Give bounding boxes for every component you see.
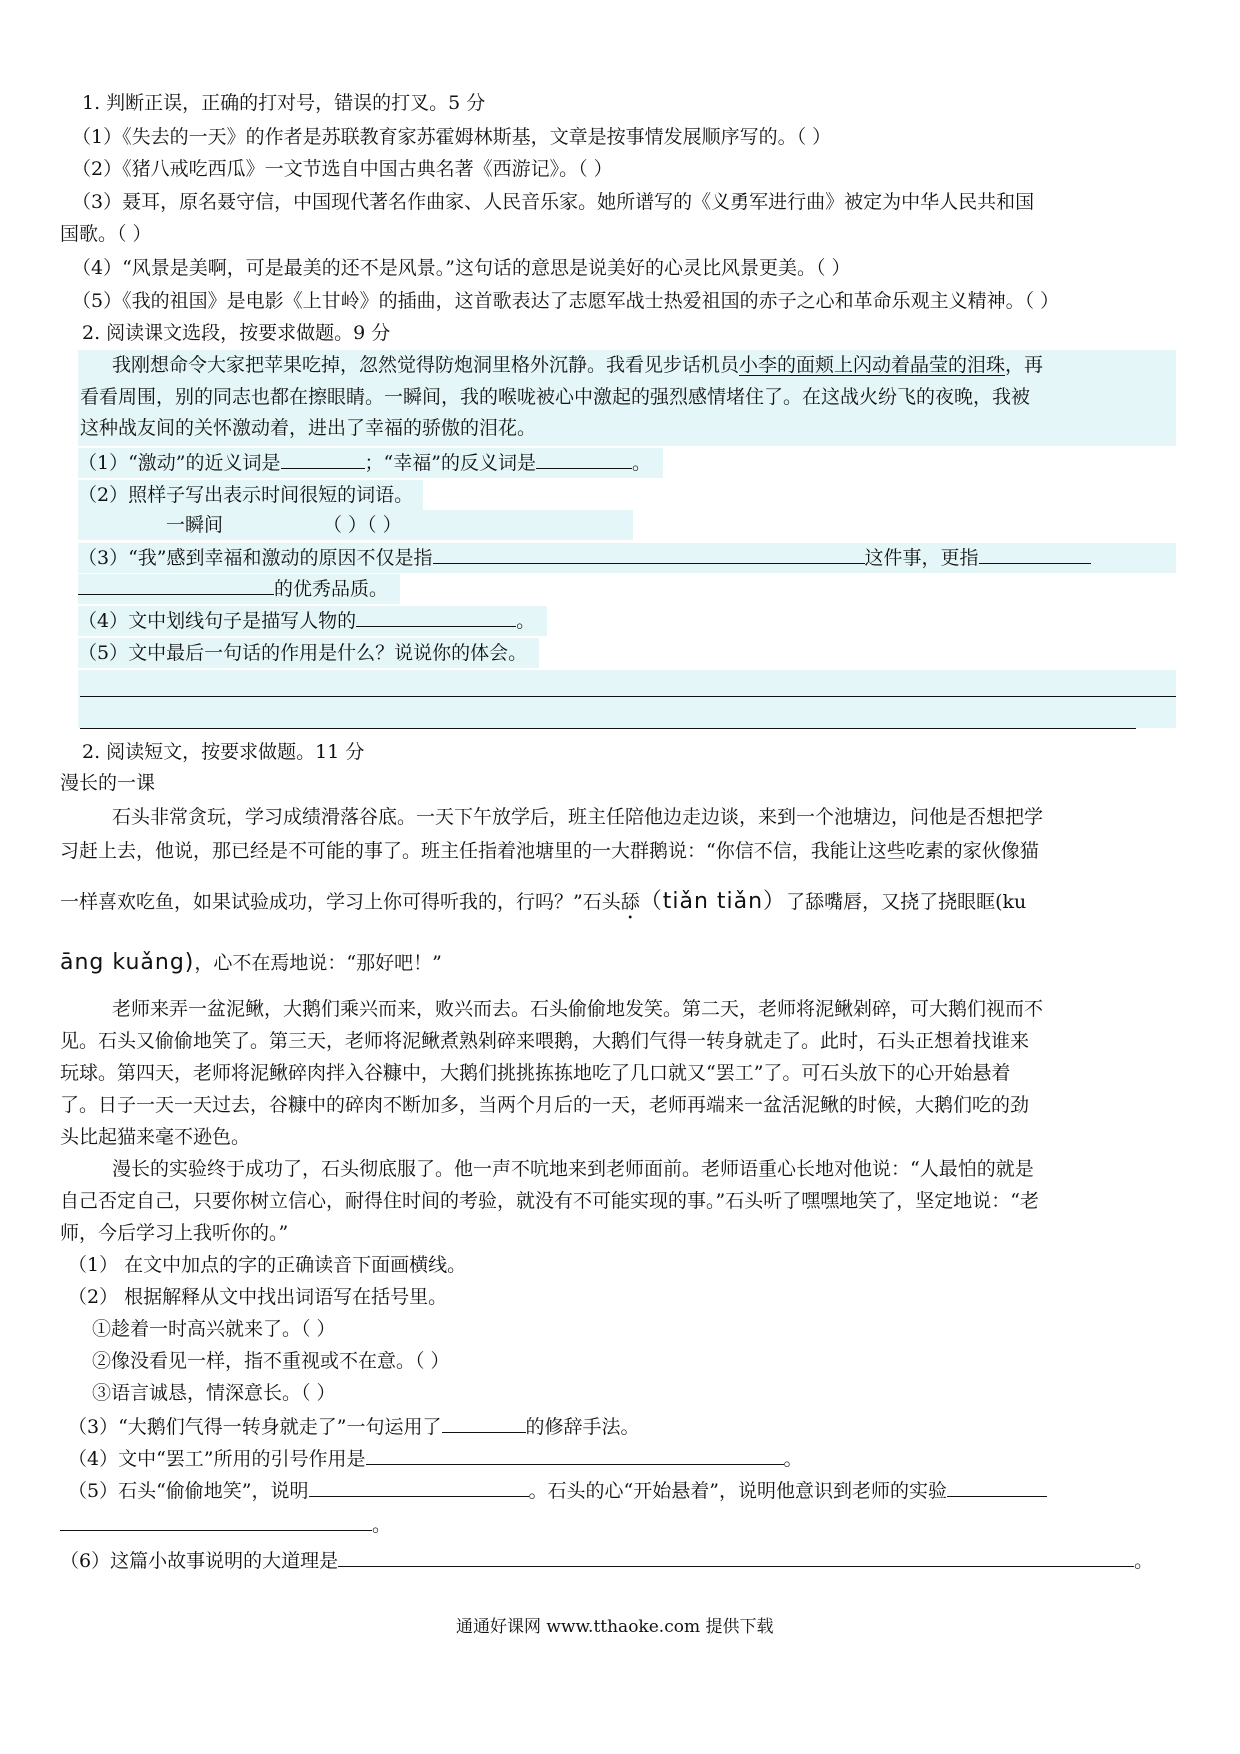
- q-text: 的修辞手法。: [525, 1416, 640, 1438]
- passage-line-2: 看看周围，别的同志也都在擦眼睛。一瞬间，我的喉咙被心中激起的强烈感情堵住了。在这战火纷飞的夜晚，我被: [80, 386, 1031, 408]
- story-text: 了舔嘴唇，又挠了挠眼眶(ku: [786, 891, 1027, 913]
- q-text: 。: [783, 1448, 803, 1470]
- story-line-8: 了。日子一天一天过去，谷糠中的碎肉不断加多，当两个月后的一天，老师再端来一盆活泥鳅的时候，大鹅们吃的劲: [60, 1094, 1030, 1116]
- passage-text: 我刚想命令大家把苹果吃掉，忽然觉得防炮洞里格外沉静。我看见步话机员: [112, 354, 740, 376]
- story-question-6: [60, 1546, 1153, 1576]
- reading-question-1: [78, 448, 663, 478]
- quality-blank-1[interactable]: [979, 543, 1091, 564]
- reading-question-2: （2）照样子写出表示时间很短的词语。: [78, 480, 423, 510]
- antonym-blank[interactable]: [536, 448, 632, 469]
- q-text: 。石头的心“开始悬着”，说明他意识到老师的实验: [528, 1480, 947, 1502]
- story-question-3: [68, 1412, 640, 1442]
- experiment-blank-1[interactable]: [947, 1476, 1047, 1497]
- reading-question-2-example: [78, 510, 633, 540]
- tf-question-2: （2）《猪八戒吃西瓜》一文节选自中国古典名著《西游记》。（ ）: [72, 158, 613, 180]
- story-line-7: 玩球。第四天，老师将泥鳅碎肉拌入谷糠中，大鹅们挑挑拣拣地吃了几口就又“罢工”了。可石头放下的心开始悬着: [60, 1062, 1011, 1084]
- q-text: （3）“我”感到幸福和激动的原因不仅是指: [78, 547, 433, 569]
- story-question-5: [68, 1476, 1047, 1506]
- dotted-character: 舔: [620, 891, 640, 913]
- passage-text: ，再: [1005, 354, 1044, 376]
- story-line-6: 见。石头又偷偷地笑了。第三天，老师将泥鳅煮熟剁碎来喂鹅，大鹅们气得一转身就走了。此时，石头正想着找谁来: [60, 1030, 1030, 1052]
- q-text: 。: [1134, 1550, 1154, 1572]
- story-text: ，心不在焉地说：“那好吧！”: [194, 952, 442, 974]
- story-line-9: 头比起猫来毫不逊色。: [60, 1126, 251, 1148]
- reading-question-4: [78, 606, 547, 636]
- story-question-2-3[interactable]: ③语言诚恳，情深意长。（ ）: [92, 1382, 336, 1404]
- laugh-meaning-blank[interactable]: [309, 1476, 529, 1497]
- story-line-12: 师，今后学习上我听你的。”: [60, 1222, 289, 1244]
- story-text: 一样喜欢吃鱼，如果试验成功，学习上你可得听我的，行吗？”石头: [60, 891, 621, 913]
- story-line-1: 石头非常贪玩，学习成绩滑落谷底。一天下午放学后，班主任陪他边走边谈，来到一个池塘边，问他是否想把学: [112, 806, 1044, 828]
- story-line-11: 自己否定自己，只要你树立信心，耐得住时间的考验，就没有不可能实现的事。”石头听了嘿嘿地笑了，坚定地说：“老: [60, 1190, 1039, 1212]
- q-text: 。: [372, 1514, 392, 1536]
- story-question-1: （1） 在文中加点的字的正确读音下面画横线。: [68, 1254, 467, 1276]
- story-question-4: [68, 1444, 803, 1474]
- story-line-4: [60, 948, 442, 978]
- q-text: （1）“激动”的近义词是: [78, 452, 281, 474]
- q-text: （4）文中划线句子是描写人物的: [78, 610, 357, 632]
- q-text: ；“幸福”的反义词是: [364, 452, 536, 474]
- reading-question-3: [78, 543, 1176, 573]
- experiment-blank-2[interactable]: [60, 1510, 372, 1531]
- story-line-10: 漫长的实验终于成功了，石头彻底服了。他一声不吭地来到老师面前。老师语重心长地对他说：“人最怕的就是: [112, 1158, 1034, 1180]
- passage-line-3: 这种战友间的关怀激动着，进出了幸福的骄傲的泪花。: [80, 417, 537, 439]
- q-text: 这件事，更指: [864, 547, 979, 569]
- story-question-2-1[interactable]: ①趁着一时高兴就来了。（ ）: [92, 1318, 336, 1340]
- rhetoric-blank[interactable]: [442, 1412, 526, 1433]
- pinyin-options: āng kuǎng): [60, 950, 195, 975]
- quote-function-blank[interactable]: [366, 1444, 784, 1465]
- reason-blank[interactable]: [433, 543, 865, 564]
- moral-blank[interactable]: [338, 1546, 1134, 1567]
- section2-title: 2. 阅读课文选段，按要求做题。9 分: [82, 322, 391, 344]
- story-line-5: 老师来弄一盆泥鳅，大鹅们乘兴而来，败兴而去。石头偷偷地发笑。第二天，老师将泥鳅剁碎，可大鹅们视而不: [112, 998, 1044, 1020]
- story-title: 漫长的一课: [60, 772, 156, 794]
- q-text: 的优秀品质。: [274, 578, 389, 600]
- reading-question-5: （5）文中最后一句话的作用是什么？说说你的体会。: [78, 638, 539, 668]
- story-question-5-cont: [60, 1510, 391, 1540]
- description-blank[interactable]: [356, 606, 516, 627]
- story-line-3: [60, 887, 1026, 924]
- synonym-blank[interactable]: [281, 448, 365, 469]
- q-text: （5）石头“偷偷地笑”，说明: [68, 1480, 309, 1502]
- q-text: 。: [631, 452, 651, 474]
- answer-area-highlight: [78, 670, 1176, 728]
- q-text: （4）文中“罢工”所用的引号作用是: [68, 1448, 366, 1470]
- tf-question-3-cont: 国歌。（ ）: [60, 223, 152, 245]
- tf-question-5: （5）《我的祖国》是电影《上甘岭》的插曲，这首歌表达了志愿军战士热爱祖国的赤子之心和革命乐观主义精神。（ ）: [72, 290, 1060, 312]
- story-question-2-2[interactable]: ②像没看见一样，指不重视或不在意。（ ）: [92, 1350, 450, 1372]
- section1-title: 1. 判断正误，正确的打对号，错误的打叉。5 分: [82, 92, 486, 114]
- tf-question-4: （4）“风景是美啊，可是最美的还不是风景。”这句话的意思是说美好的心灵比风景更美。（ ）: [72, 257, 851, 279]
- reading-question-3-cont: [78, 574, 400, 604]
- section3-title: 2. 阅读短文，按要求做题。11 分: [82, 741, 365, 763]
- q-text: （3）“大鹅们气得一转身就走了”一句运用了: [68, 1416, 442, 1438]
- answer-line-2[interactable]: [80, 728, 1136, 729]
- story-question-2: （2） 根据解释从文中找出词语写在括号里。: [68, 1286, 448, 1308]
- answer-parentheses[interactable]: （ ）（ ）: [323, 514, 402, 536]
- footer-credit: 通通好课网 www.tthaoke.com 提供下载: [456, 1617, 774, 1637]
- example-word: 一瞬间: [166, 514, 224, 536]
- answer-line-1[interactable]: [80, 696, 1176, 697]
- q-text: （6）这篇小故事说明的大道理是: [60, 1550, 339, 1572]
- tf-question-1: （1）《失去的一天》的作者是苏联教育家苏霍姆林斯基，文章是按事情发展顺序写的。（ ）: [72, 126, 832, 148]
- story-line-2: 习赶上去，他说，那已经是不可能的事了。班主任指着池塘里的一大群鹅说：“你信不信，我能让这些吃素的家伙像猫: [60, 840, 1039, 862]
- quality-blank-2[interactable]: [78, 574, 274, 595]
- underlined-sentence: 小李的面颊上闪动着晶莹的泪珠: [739, 354, 1006, 376]
- q-text: 。: [516, 610, 536, 632]
- passage-line-1: [112, 350, 1043, 380]
- tf-question-3: （3）聂耳，原名聂守信，中国现代著名作曲家、人民音乐家。她所谱写的《义勇军进行曲》被定为中华人民共和国: [72, 191, 1035, 213]
- pinyin-options: （tiǎn tiǎn）: [639, 889, 787, 914]
